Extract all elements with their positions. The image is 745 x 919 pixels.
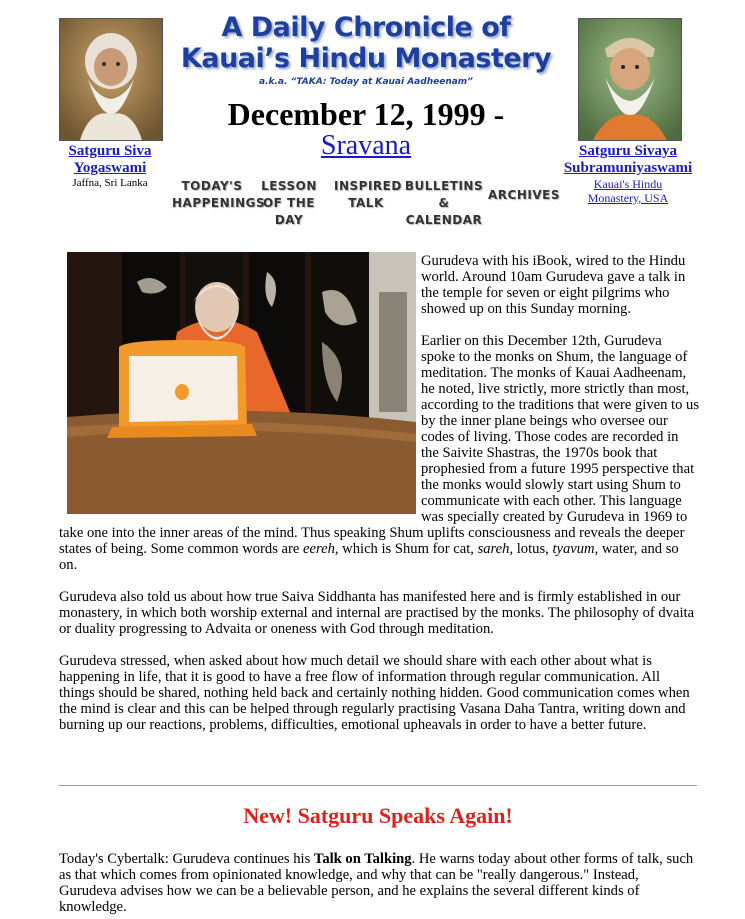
nav-label-line1: ARCHIVES bbox=[488, 188, 560, 202]
nav-todays-happenings[interactable] bbox=[172, 178, 266, 212]
page-subtitle bbox=[170, 131, 562, 161]
subramuniyaswami-link[interactable] bbox=[548, 143, 708, 177]
yogaswami-portrait bbox=[59, 18, 163, 141]
nav-label-line1: BULLETINS bbox=[404, 179, 484, 193]
yogaswami-link[interactable] bbox=[40, 143, 180, 177]
nav-label-line2: OF THE DAY bbox=[262, 196, 315, 227]
talk-on-talking: Talk on Talking bbox=[313, 851, 412, 867]
site-title-line2: Kauai’s Hindu Monastery bbox=[180, 43, 552, 74]
shum-word-sareh: sareh bbox=[477, 541, 510, 557]
nav-inspired-talk[interactable] bbox=[334, 178, 402, 212]
sravana-link[interactable]: Sravana bbox=[320, 130, 412, 161]
monastery-link[interactable] bbox=[548, 177, 708, 205]
site-aka: a.k.a. “TAKA: Today at Kauai Aadheenam” bbox=[259, 77, 473, 87]
page-date: December 12, 1999 - bbox=[227, 96, 505, 132]
shum-word-eereh: eereh bbox=[303, 541, 335, 557]
nav-label-line2: & CALENDAR bbox=[405, 196, 483, 227]
monastery-line2: Monastery, USA bbox=[587, 191, 669, 205]
article-paragraph-3: Gurudeva also told us about how true Saiva Siddhanta has manifested here and is firmly established in our monastery, in which both worship external and internal are practised by the monks. The philosophy of dvaita or duality progressing to Advaita or oneness with God through meditation. bbox=[59, 589, 695, 637]
article-paragraph-4: Gurudeva stressed, when asked about how much detail we should share with each other about what is happening in life, that it is good to have a free flow of information through regular communication. All things should be shared, nothing held back and certainly nothing hidden. Good communication comes when the mind is clear and this can be helped through regularly practising Vasana Daha Tantra, writing down and burning up our reactions, problems, difficulties, emotional upheavals in order to have a better future. bbox=[59, 653, 690, 733]
subramuniyaswami-name-line2: Subramuniyaswami bbox=[563, 160, 693, 176]
article-paragraph-1: Gurudeva with his iBook, wired to the Hindu world. Around 10am Gurudeva gave a talk in the temple for seven or eight pilgrims who showed up on this Sunday morning. bbox=[421, 253, 686, 317]
p2-text: , which is Shum for cat, bbox=[334, 541, 478, 557]
site-title bbox=[170, 12, 562, 74]
cybertalk-paragraph bbox=[59, 851, 699, 915]
nav-label-line2: TALK bbox=[348, 196, 384, 210]
right-guru-caption bbox=[548, 143, 708, 205]
subramuniyaswami-name-line1: Satguru Sivaya bbox=[579, 143, 677, 159]
yogaswami-location: Jaffna, Sri Lanka bbox=[72, 177, 148, 189]
nav-label-line2: HAPPENINGS bbox=[172, 196, 266, 210]
shum-word-tyavum: tyavum bbox=[552, 541, 595, 557]
yogaswami-name-line2: Yogaswami bbox=[73, 160, 147, 176]
nav-label-line1: LESSON bbox=[261, 179, 317, 193]
p2-text: , lotus, bbox=[509, 541, 553, 557]
p2-text: , water, and so on. bbox=[59, 541, 679, 573]
subramuniyaswami-portrait bbox=[578, 18, 682, 141]
nav-archives[interactable] bbox=[488, 187, 560, 204]
cybertalk-text: Today's Cybertalk: Gurudeva continues his bbox=[59, 851, 314, 867]
section-divider bbox=[59, 785, 697, 786]
yogaswami-name-line1: Satguru Siva bbox=[68, 143, 152, 159]
left-guru-caption bbox=[40, 143, 180, 190]
cybertalk-text: . He warns today about other forms of talk, such as that which comes from opinionated knowledge, and why that can be "really dangerous." Instead, Gurudeva advises how we can be a believable person, and he explains the several different kinds of knowledge. bbox=[59, 851, 694, 915]
section-heading: New! Satguru Speaks Again! bbox=[243, 803, 513, 828]
nav-label-line1: TODAY'S bbox=[181, 179, 243, 193]
nav-lesson-of-the-day[interactable] bbox=[252, 178, 326, 229]
nav-bulletins-calendar[interactable] bbox=[404, 178, 484, 229]
site-title-line1: A Daily Chronicle of bbox=[221, 12, 511, 43]
p2-text: Earlier on this December 12th, Gurudeva spoke to the monks on Shum, the language of meditation. The monks of Kauai Aadheenam, he noted, live strictly, more strictly than most, according to the traditions that were given to us by the inner plane beings who oversee our codes of living. Those codes are recorded in the Saivite Shastras, the 1970s book that prophesied from a future 1995 perspective that the monks would slowly start using Shum to communicate with each other. This language was specially created by Gurudeva in 1969 to take one into the inner areas of the mind. Thus speaking Shum uplifts consciousness and reveals the deeper states of being. Some common words are bbox=[59, 333, 700, 557]
monastery-line1: Kauai's Hindu bbox=[593, 177, 663, 191]
nav-label-line1: INSPIRED bbox=[334, 179, 402, 193]
article-body bbox=[59, 253, 699, 749]
